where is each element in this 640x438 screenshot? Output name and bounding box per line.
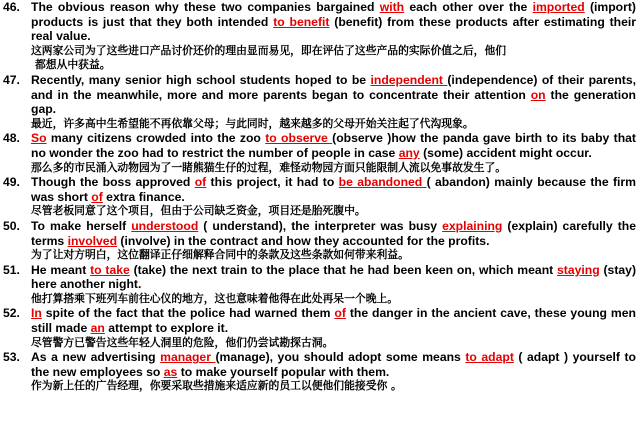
answer-fill: manager: [160, 350, 216, 365]
item-body: [31, 73, 636, 131]
sentence-text: (independence) of their parents, and in the meanwhile, more and more parents began to concentrate their attention: [31, 72, 637, 102]
sentence-text: attempt to explore it.: [104, 321, 229, 336]
exercise-item: [3, 73, 636, 131]
answer-fill: In: [31, 306, 42, 321]
answer-fill: on: [530, 87, 546, 102]
answer-fill: any: [398, 145, 420, 160]
sentence-text: (manage), you should adopt some means: [215, 350, 466, 365]
chinese-translation: 为了让对方明白，这位翻译正仔细解释合同中的条款及这些条款如何带来利益。: [31, 248, 409, 262]
sentence-text: each other over the: [404, 0, 533, 14]
chinese-translation: 作为新上任的广告经理，你要采取些措施来适应新的员工以便他们能接受你 。: [31, 379, 402, 393]
sentence-text: (involve) in the contract and how they accounted for the profits.: [117, 233, 490, 248]
answer-fill: staying: [557, 262, 600, 277]
sentence-text: the danger in the ancient cave, these young men still made: [31, 306, 636, 336]
answer-fill: to benefit: [273, 14, 330, 29]
english-sentence: [31, 0, 636, 44]
exercise-item: [3, 350, 636, 394]
english-sentence: [31, 175, 636, 204]
answer-fill: independent: [370, 72, 448, 87]
chinese-translation: 他打算搭乘下班列车前往心仪的地方，这也意味着他得在此处再呆一个晚上。: [31, 291, 399, 305]
chinese-translation: 那么多的市民涌入动物园为了一睹熊猫生仔的过程，难怪动物园方面只能限制人流以免事故发生了。: [31, 160, 507, 174]
chinese-translation: 尽管警方已警告这些年轻人洞里的危险，他们仍尝试勘探古洞。: [31, 335, 334, 349]
item-body: [31, 131, 636, 175]
sentence-text: ( adapt ) yourself to the new employees so: [31, 350, 636, 379]
sentence-text: To make herself: [31, 218, 132, 233]
sentence-text: ( abandon) mainly because the firm was short: [31, 175, 636, 204]
exercise-item: [3, 175, 636, 219]
sentence-text: (benefit) from these products after estimating their real value.: [31, 14, 636, 44]
english-sentence: [31, 263, 636, 292]
exercise-item: [3, 306, 636, 350]
exercise-item: [3, 0, 636, 73]
item-body: [31, 0, 636, 73]
item-number: 49.: [3, 175, 20, 190]
answer-fill: as: [163, 364, 178, 379]
sentence-text: The obvious reason why these two companies bargained: [31, 0, 380, 14]
item-number: 47.: [3, 72, 20, 87]
item-number: 53.: [3, 350, 20, 365]
sentence-text: the generation gap.: [31, 87, 636, 117]
sentence-text: to make yourself popular with them.: [177, 364, 390, 379]
exercise-item: [3, 263, 636, 307]
item-number: 46.: [3, 0, 20, 14]
answer-fill: involved: [67, 233, 118, 248]
item-number: 51.: [3, 262, 20, 277]
english-sentence: [31, 131, 636, 160]
item-number: 50.: [3, 218, 20, 233]
answer-fill: of: [334, 306, 346, 321]
answer-fill: imported: [532, 0, 585, 14]
sentence-text: (some) accident might occur.: [419, 145, 592, 160]
item-number: 52.: [3, 306, 20, 321]
sentence-text: He meant: [31, 262, 91, 277]
item-body: [31, 350, 636, 394]
sentence-text: (import) products is just that they both intended: [31, 0, 636, 29]
answer-fill: to adapt: [465, 350, 514, 365]
answer-fill: be abandoned: [338, 175, 427, 190]
answer-fill: to observe: [265, 131, 333, 146]
item-number: 48.: [3, 131, 20, 146]
item-body: [31, 306, 636, 350]
sentence-text: (take) the next train to the place that he had been keen on, which meant: [129, 262, 558, 277]
item-body: [31, 219, 636, 263]
sentence-text: (stay) here another night.: [31, 262, 637, 292]
answer-fill: of: [194, 175, 207, 190]
exercise-item: [3, 219, 636, 263]
english-sentence: [31, 219, 636, 248]
sentence-text: As a new advertising: [31, 350, 161, 365]
sentence-text: Though the boss approved: [31, 175, 195, 190]
sentence-text: ( understand), the interpreter was busy: [198, 218, 443, 233]
sentence-text: many citizens crowded into the zoo: [46, 131, 266, 146]
sentence-text: this project, it had to: [206, 175, 339, 190]
answer-fill: understood: [131, 218, 199, 233]
item-body: [31, 175, 636, 219]
answer-fill: to take: [90, 262, 130, 277]
answer-fill: an: [90, 321, 105, 336]
chinese-translation: 尽管老板同意了这个项目，但由于公司缺乏资金，项目还是胎死腹中。: [31, 204, 366, 218]
answer-fill: So: [31, 131, 47, 146]
exercise-item: [3, 131, 636, 175]
english-sentence: [31, 350, 636, 379]
english-sentence: [31, 306, 636, 335]
item-body: [31, 263, 636, 307]
answer-fill: with: [379, 0, 405, 14]
chinese-translation: 这两家公司为了这些进口产品讨价还价的理由显而易见，即在评估了这些产品的实际价值之后，他们: [31, 43, 507, 57]
english-sentence: [31, 73, 636, 117]
answer-fill: explaining: [442, 218, 503, 233]
sentence-text: (observe )how the panda gave birth to its baby that no wonder the zoo had to restrict the number of people in case: [31, 131, 636, 160]
sentence-text: Recently, many senior high school students hoped to be: [31, 72, 371, 87]
sentence-text: spite of the fact that the police had warned them: [41, 306, 335, 321]
sentence-text: extra finance.: [102, 189, 185, 204]
sentence-text: (explain) carefully the terms: [31, 218, 637, 248]
answer-fill: of: [91, 189, 103, 204]
chinese-translation: 最近，许多高中生希望能不再依靠父母；与此同时，越来越多的父母开始关注起了代沟现象。: [31, 116, 474, 130]
chinese-translation: 都想从中获益。: [35, 58, 111, 72]
